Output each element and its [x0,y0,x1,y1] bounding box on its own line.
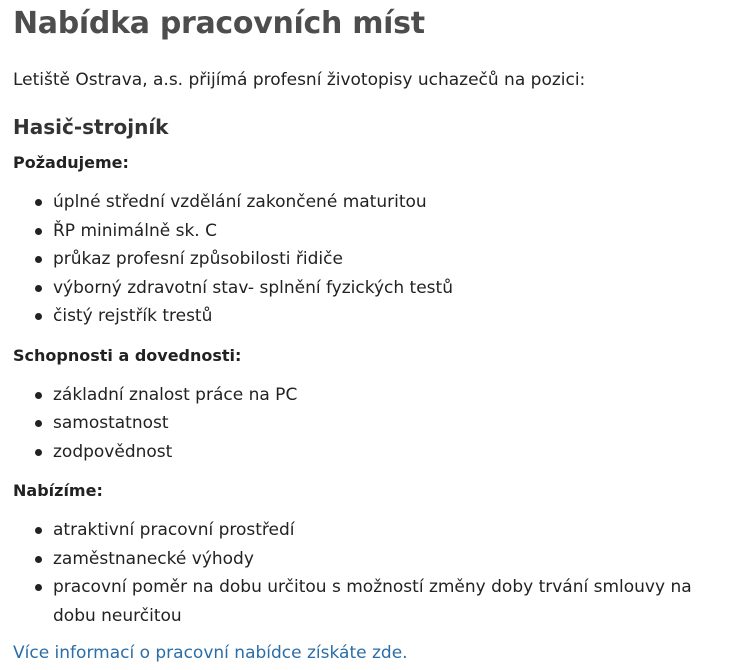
list-item: atraktivní pracovní prostředí [53,516,728,545]
list-item: pracovní poměr na dobu určitou s možností změny doby trvání smlouvy na dobu neurčitou [53,573,728,630]
section-heading-skills: Schopnosti a dovednosti: [13,345,242,365]
skills-list [13,381,728,467]
list-item: samostatnost [53,409,728,438]
position-title: Hasič-strojník [13,115,169,139]
list-item: čistý rejstřík trestů [53,302,728,331]
list-item: zaměstnanecké výhody [53,545,728,574]
list-item: úplné střední vzdělání zakončené maturitou [53,188,728,217]
section-heading-offer: Nabízíme: [13,481,103,500]
more-info-link[interactable]: Více informací o pracovní nabídce získáte zde. [13,643,408,663]
list-item: zodpovědnost [53,438,728,467]
offer-list [13,516,728,630]
section-heading-requirements: Požadujeme: [13,153,129,172]
list-item: základní znalost práce na PC [53,381,728,410]
list-item: ŘP minimálně sk. C [53,217,728,246]
list-item: průkaz profesní způsobilosti řidiče [53,245,728,274]
requirements-list [13,188,728,331]
list-item: výborný zdravotní stav- splnění fyzických testů [53,274,728,303]
page-title: Nabídka pracovních míst [13,6,425,41]
intro-text: Letiště Ostrava, a.s. přijímá profesní životopisy uchazečů na pozici: [13,70,586,90]
